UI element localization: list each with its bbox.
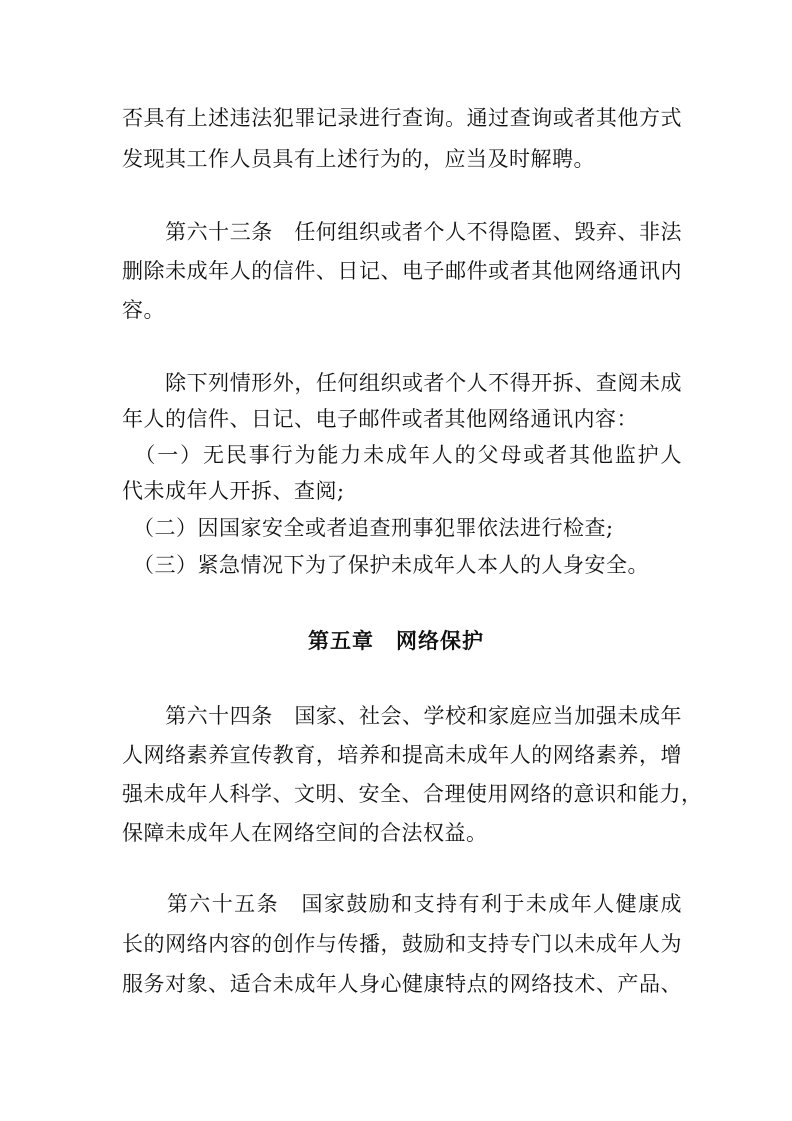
article-64-line-2: 人网络素养宣传教育，培养和提高未成年人的网络素养，增 xyxy=(122,743,682,767)
article-65-line-1: 第六十五条 国家鼓励和支持有利于未成年人健康成 xyxy=(122,892,682,916)
article-64-line-3: 强未成年人科学、文明、安全、合理使用网络的意识和能力， xyxy=(122,782,703,806)
article-63-line-1: 第六十三条 任何组织或者个人不得隐匿、毁弃、非法 xyxy=(122,220,682,244)
exception-item-1-line-1: （一）无民事行为能力未成年人的父母或者其他监护人 xyxy=(122,443,682,467)
exception-item-2: （二）因国家安全或者追查刑事犯罪依法进行检查; xyxy=(122,516,614,540)
para-a-line-1: 否具有上述违法犯罪记录进行查询。通过查询或者其他方式 xyxy=(122,106,682,130)
article-65-line-2: 长的网络内容的创作与传播，鼓励和支持专门以未成年人为 xyxy=(122,932,682,956)
article-64-line-1: 第六十四条 国家、社会、学校和家庭应当加强未成年 xyxy=(122,704,682,728)
article-65-line-3: 服务对象、适合未成年人身心健康特点的网络技术、产品、 xyxy=(122,972,682,996)
exception-item-1-line-2: 代未成年人开拆、查阅; xyxy=(122,479,345,503)
article-64-line-4: 保障未成年人在网络空间的合法权益。 xyxy=(122,821,488,845)
exception-item-3: （三）紧急情况下为了保护未成年人本人的人身安全。 xyxy=(122,553,649,577)
chapter-title: 第五章 网络保护 xyxy=(308,629,484,653)
article-63-line-2: 删除未成年人的信件、日记、电子邮件或者其他网络通讯内 xyxy=(122,259,682,283)
para-a-line-2: 发现其工作人员具有上述行为的，应当及时解聘。 xyxy=(122,147,595,171)
exceptions-line-2: 年人的信件、日记、电子邮件或者其他网络通讯内容： xyxy=(122,407,638,431)
exceptions-line-1: 除下列情形外，任何组织或者个人不得开拆、查阅未成 xyxy=(122,371,682,395)
article-63-line-3: 容。 xyxy=(122,298,165,322)
